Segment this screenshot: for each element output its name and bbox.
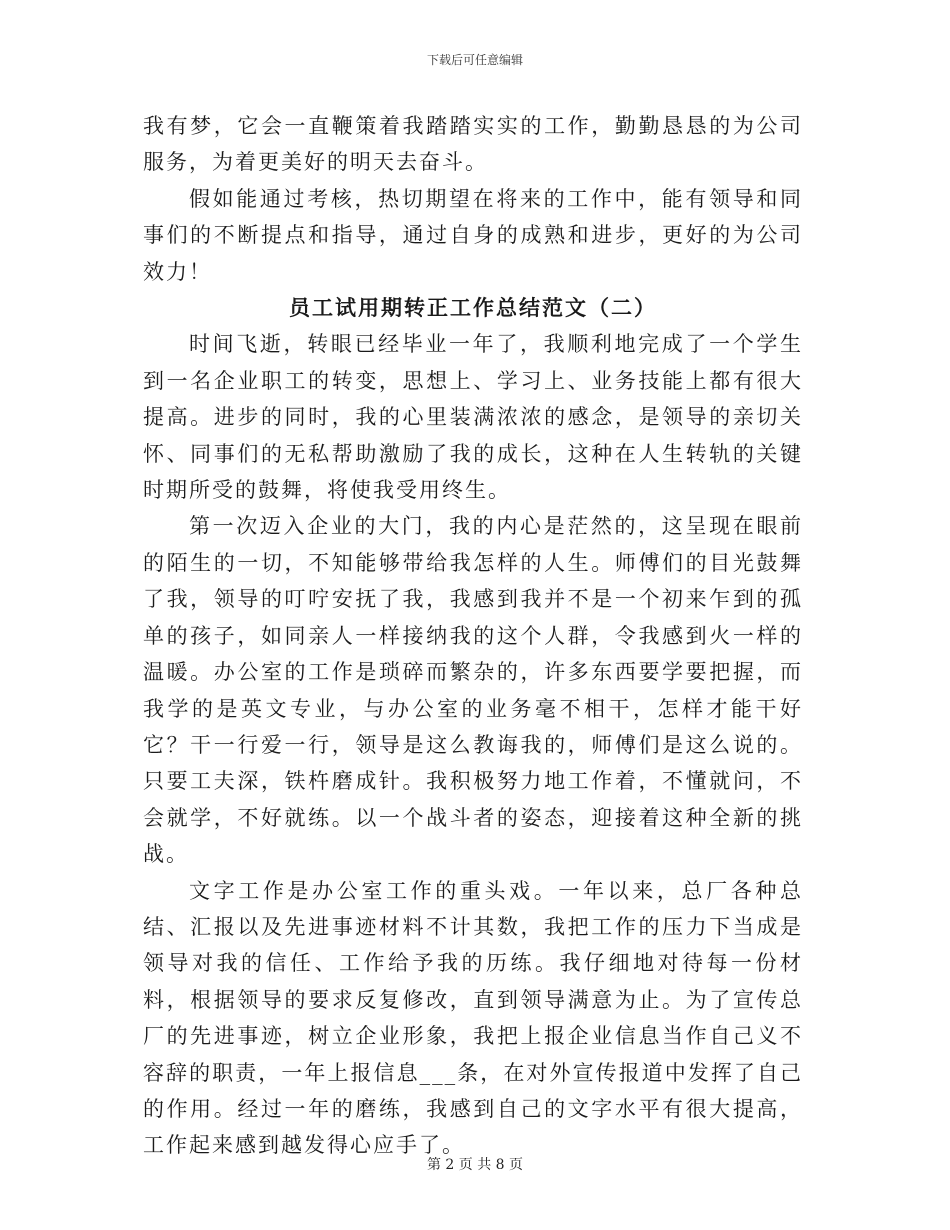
paragraph-assessment: 假如能通过考核，热切期望在将来的工作中，能有领导和同事们的不断提点和指导，通过自身的成熟和进步，更好的为公司效力！ bbox=[143, 186, 803, 284]
paragraph-writing-work: 文字工作是办公室工作的重头戏。一年以来，总厂各种总结、汇报以及先进事迹材料不计其数，我把工作的压力下当成是领导对我的信任、工作给予我的历练。我仔细地对待每一份材料，根据领导的要求反复修改，直到领导满意为止。为了宣传总厂的先进事迹，树立企业形象，我把上报企业信息当作自己义不容辞的职责，一年上报信息___条，在对外宣传报道中发挥了自己的作用。经过一年的磨练，我感到自己的文字水平有很大提高，工作起来感到越发得心应手了。 bbox=[143, 878, 803, 1158]
document-body bbox=[143, 108, 803, 1164]
paragraph-continuation: 我有梦，它会一直鞭策着我踏踏实实的工作，勤勤恳恳的为公司服务，为着更美好的明天去奋斗。 bbox=[143, 114, 803, 175]
page-header: 下载后可任意编辑 bbox=[426, 53, 523, 67]
section-title: 员工试用期转正工作总结范文（二） bbox=[289, 295, 657, 321]
page-footer: 第 2 页 共 8 页 bbox=[426, 1157, 524, 1173]
paragraph-time-flies: 时间飞逝，转眼已经毕业一年了，我顺利地完成了一个学生到一名企业职工的转变，思想上、学习上、业务技能上都有很大提高。进步的同时，我的心里装满浓浓的感念，是领导的亲切关怀、同事们的无私帮助激励了我的成长，这种在人生转轨的关键时期所受的鼓舞，将使我受用终生。 bbox=[143, 332, 803, 503]
paragraph-first-entry: 第一次迈入企业的大门，我的内心是茫然的，这呈现在眼前的陌生的一切，不知能够带给我怎样的人生。师傅们的目光鼓舞了我，领导的叮咛安抚了我，我感到我并不是一个初来乍到的孤单的孩子，如同亲人一样接纳我的这个人群，令我感到火一样的温暖。办公室的工作是琐碎而繁杂的，许多东西要学要把握，而我学的是英文专业，与办公室的业务毫不相干，怎样才能干好它？干一行爱一行，领导是这么教诲我的，师傅们是这么说的。只要工夫深，铁杵磨成针。我积极努力地工作着，不懂就问，不会就学，不好就练。以一个战斗者的姿态，迎接着这种全新的挑战。 bbox=[143, 514, 803, 867]
